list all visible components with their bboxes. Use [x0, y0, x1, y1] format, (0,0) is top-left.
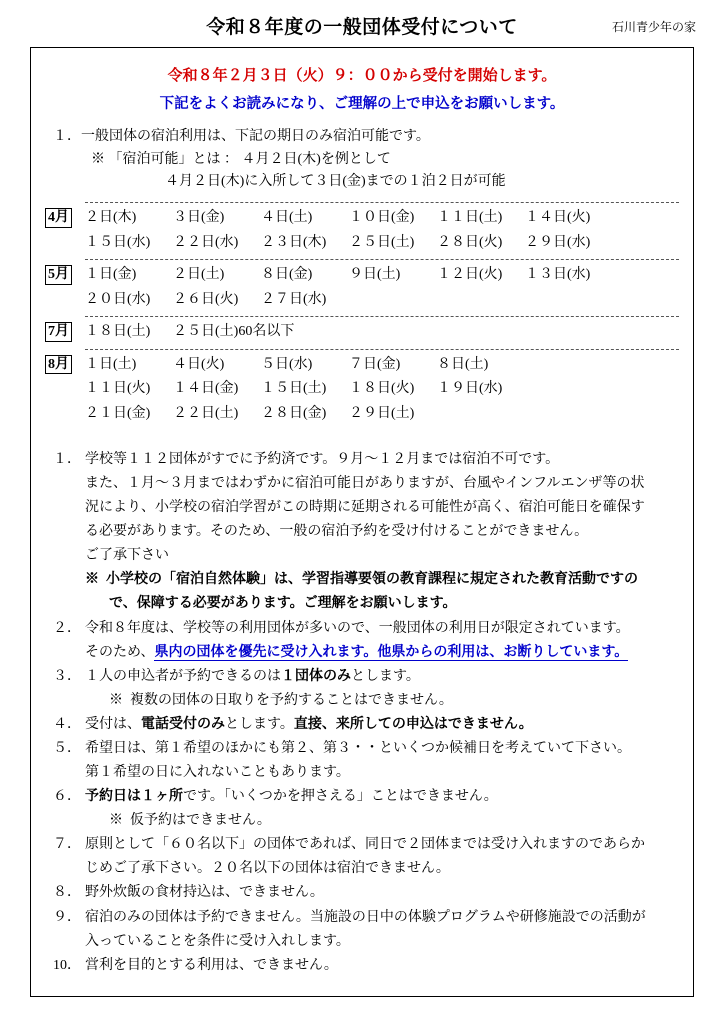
date-cell: １３日(水) [525, 267, 591, 283]
list-item-line: 学校等１１２団体がすでに予約済です。９月～１２月までは宿泊不可です。 [85, 452, 560, 468]
list-item-body [85, 448, 679, 617]
list-item [51, 954, 679, 978]
note-mark: ※ [91, 151, 105, 167]
list-item [51, 713, 679, 737]
note-mark: ※ [109, 692, 123, 708]
list-item-body [85, 785, 679, 833]
note-mark: ※ [85, 572, 99, 588]
emphasis-prefecture-priority: 県内の団体を優先に受け入れます。他県からの利用は、お断りしています。 [154, 644, 629, 660]
emphasis-phone-only: 電話受付のみ [141, 716, 225, 732]
list-item-line: 原則として「６０名以下」の団体であれば、同日で２団体までは受け入れますのであらか [85, 837, 645, 853]
list-item-body [85, 906, 679, 954]
section1-heading [53, 126, 679, 149]
list-item-line [85, 785, 679, 809]
section-stay-rules [45, 126, 679, 194]
month-dates-july [85, 320, 679, 345]
date-cell: ２２日(土) [173, 405, 239, 421]
date-cell: ３日(金) [173, 210, 225, 226]
list-item-line [85, 641, 679, 665]
list-item-line: 入っていることを条件に受け入れします。 [85, 933, 350, 949]
date-cell: １０日(金) [349, 210, 415, 226]
line-prefix: １人の申込者が予約できるのは [85, 668, 281, 684]
month-label-august: 8月 [45, 353, 85, 375]
month-dates-august [85, 353, 679, 427]
date-cell: ２３日(木) [261, 234, 327, 250]
date-row [85, 288, 679, 313]
list-item-body [85, 665, 679, 713]
date-cell: ７日(金) [349, 356, 401, 372]
list-item-body [85, 617, 679, 665]
list-item-body [85, 737, 679, 785]
list-item-line: 野外炊飯の食材持込は、できません。 [85, 885, 324, 901]
list-item-number: ３． [53, 668, 81, 684]
date-cell: １５日(水) [85, 234, 151, 250]
calendar-month-block-august [45, 350, 679, 431]
emphasis-one-group-only: １団体のみ [281, 668, 351, 684]
date-cell: ２２日(水) [173, 234, 239, 250]
line-prefix: 受付は、 [85, 716, 141, 732]
date-cell: １日(金) [85, 267, 137, 283]
list-item-body [85, 833, 679, 881]
list-item-number: ６． [53, 789, 81, 805]
calendar-month-block-july [45, 317, 679, 349]
document-header [0, 0, 724, 44]
month-label-april: 4月 [45, 206, 85, 228]
section1-note-text1: 「宿泊可能」とは ： ４月２日(木)を例として [108, 151, 391, 167]
date-cell: １１日(火) [85, 381, 151, 397]
calendar-month-block-april [45, 203, 679, 259]
date-cell: ４日(火) [173, 356, 225, 372]
list-item-line: る必要があります。そのため、一般の宿泊予約を受け付けることができません。 [85, 524, 589, 540]
facility-name: 石川青少年の家 [611, 20, 696, 34]
date-cell: １８日(火) [349, 381, 415, 397]
section1-note-line2: ４月２日(木)に入所して３日(金)までの１泊２日が可能 [165, 174, 506, 190]
date-cell: ８日(土) [437, 356, 489, 372]
date-row [85, 353, 679, 378]
list-item [51, 785, 679, 833]
month-label-may: 5月 [45, 263, 85, 285]
content-frame [30, 47, 694, 997]
date-cell: １２日(火) [437, 267, 503, 283]
date-cell: ２日(木) [85, 210, 137, 226]
list-item-line: じめご了承下さい。２０名以下の団体は宿泊できません。 [85, 861, 450, 877]
list-item-line: ご了承下さい [85, 548, 169, 564]
month-dates-may [85, 263, 679, 312]
date-cell: １日(土) [85, 356, 137, 372]
list-item-number: ８． [53, 885, 81, 901]
note-text: 小学校の「宿泊自然体験」は、学習指導要領の教育課程に規定された教育活動ですの [106, 572, 638, 588]
list-item-number: ４． [53, 716, 81, 732]
list-item-line: 宿泊のみの団体は予約できません。当施設の日中の体験プログラムや研修施設での活動が [85, 909, 646, 925]
note-text: 複数の団体の日取りを予約することはできません。 [130, 692, 453, 708]
date-cell: ２日(土) [173, 267, 225, 283]
line-suffix: とします。 [351, 668, 420, 684]
date-cell: ４日(土) [261, 210, 313, 226]
list-item-body [85, 881, 679, 905]
date-cell: ２８日(火) [437, 234, 503, 250]
list-item-line: 希望日は、第１希望のほかにも第２、第３・・といくつか候補日を考えていて下さい。 [85, 740, 631, 756]
line-prefix: そのため、 [85, 644, 155, 660]
date-row [85, 402, 679, 427]
notice-start-date: 令和８年２月３日（火）９：００から受付を開始します。 [167, 68, 557, 84]
list-item-line: また、１月～３月まではわずかに宿泊可能日がありますが、台風やインフルエンザ等の状 [85, 476, 645, 492]
conditions-list [45, 448, 679, 978]
month-label-july: 7月 [45, 320, 85, 342]
date-cell: ２９日(土) [349, 405, 415, 421]
date-row [85, 231, 679, 256]
date-cell: ２５日(土) [349, 234, 415, 250]
list-item-line [85, 713, 679, 737]
list-item-number: ２． [53, 620, 81, 636]
date-cell: ２８日(金) [261, 405, 327, 421]
date-cell: ２７日(水) [261, 291, 327, 307]
list-item-number: １． [53, 452, 81, 468]
date-cell: ２９日(水) [525, 234, 591, 250]
note-text: 仮予約はできません。 [130, 813, 271, 829]
date-cell: １１日(土) [437, 210, 503, 226]
list-item [51, 665, 679, 713]
line-suffix: です。「いくつかを押さえる」ことはできません。 [183, 789, 498, 805]
date-cell: ２５日(土)60名以下 [173, 324, 295, 340]
month-dates-april [85, 206, 679, 255]
list-item-number: ７． [53, 837, 81, 853]
section1-number: １． [53, 129, 81, 144]
date-cell: ２０日(水) [85, 291, 151, 307]
date-cell: １５日(土) [261, 381, 327, 397]
date-row [85, 320, 679, 345]
list-item-line: 第１希望の日に入れないこともあります。 [85, 765, 350, 781]
list-item-line: 況により、小学校の宿泊学習がこの時期に延期される可能性が高く、宿泊可能日を確保す [85, 500, 645, 516]
date-cell: １４日(火) [525, 210, 591, 226]
list-item-note-cont: で、保障する必要があります。ご理解をお願いします。 [109, 596, 457, 612]
section1-note-line1 [53, 149, 679, 172]
emphasis-no-walkin: 直接、来所しての申込はできません。 [293, 716, 533, 732]
date-cell: ２１日(金) [85, 405, 151, 421]
date-cell: ５日(水) [261, 356, 313, 372]
list-item [51, 617, 679, 665]
list-item [51, 906, 679, 954]
date-cell: １４日(金) [173, 381, 239, 397]
calendar-table [45, 202, 679, 430]
line-middle: とします。 [225, 716, 294, 732]
list-item [51, 737, 679, 785]
list-item-line: 令和８年度は、学校等の利用団体が多いので、一般団体の利用日が限定されています。 [85, 620, 630, 636]
list-item-number: 10． [53, 957, 81, 973]
list-item [51, 881, 679, 905]
note-mark: ※ [109, 813, 123, 829]
list-item-note [85, 689, 679, 713]
list-item-number: ５． [53, 740, 81, 756]
date-cell: ８日(金) [261, 267, 313, 283]
list-item-line [85, 665, 679, 689]
date-cell: ２６日(火) [173, 291, 239, 307]
list-item-number: ９． [53, 909, 81, 925]
list-item-line: 営利を目的とする利用は、できません。 [85, 957, 338, 973]
list-item-note [85, 809, 679, 833]
date-cell: １８日(土) [85, 324, 151, 340]
date-row [85, 206, 679, 231]
notice-read-carefully: 下記をよくお読みになり、ご理解の上で申込をお願いします。 [159, 96, 565, 112]
date-row [85, 263, 679, 288]
date-row [85, 377, 679, 402]
date-cell: ９日(土) [349, 267, 401, 283]
list-item-body [85, 954, 679, 978]
section1-text: 一般団体の宿泊利用は、下記の期日のみ宿泊可能です。 [81, 129, 430, 144]
list-item-body [85, 713, 679, 737]
list-item-note [85, 568, 679, 592]
date-cell: １９日(水) [437, 381, 503, 397]
calendar-month-block-may [45, 260, 679, 316]
page-title: 令和８年度の一般団体受付について [206, 17, 518, 38]
emphasis-one-booking: 予約日は１ヶ所 [85, 789, 183, 805]
list-item [51, 448, 679, 617]
list-item [51, 833, 679, 881]
